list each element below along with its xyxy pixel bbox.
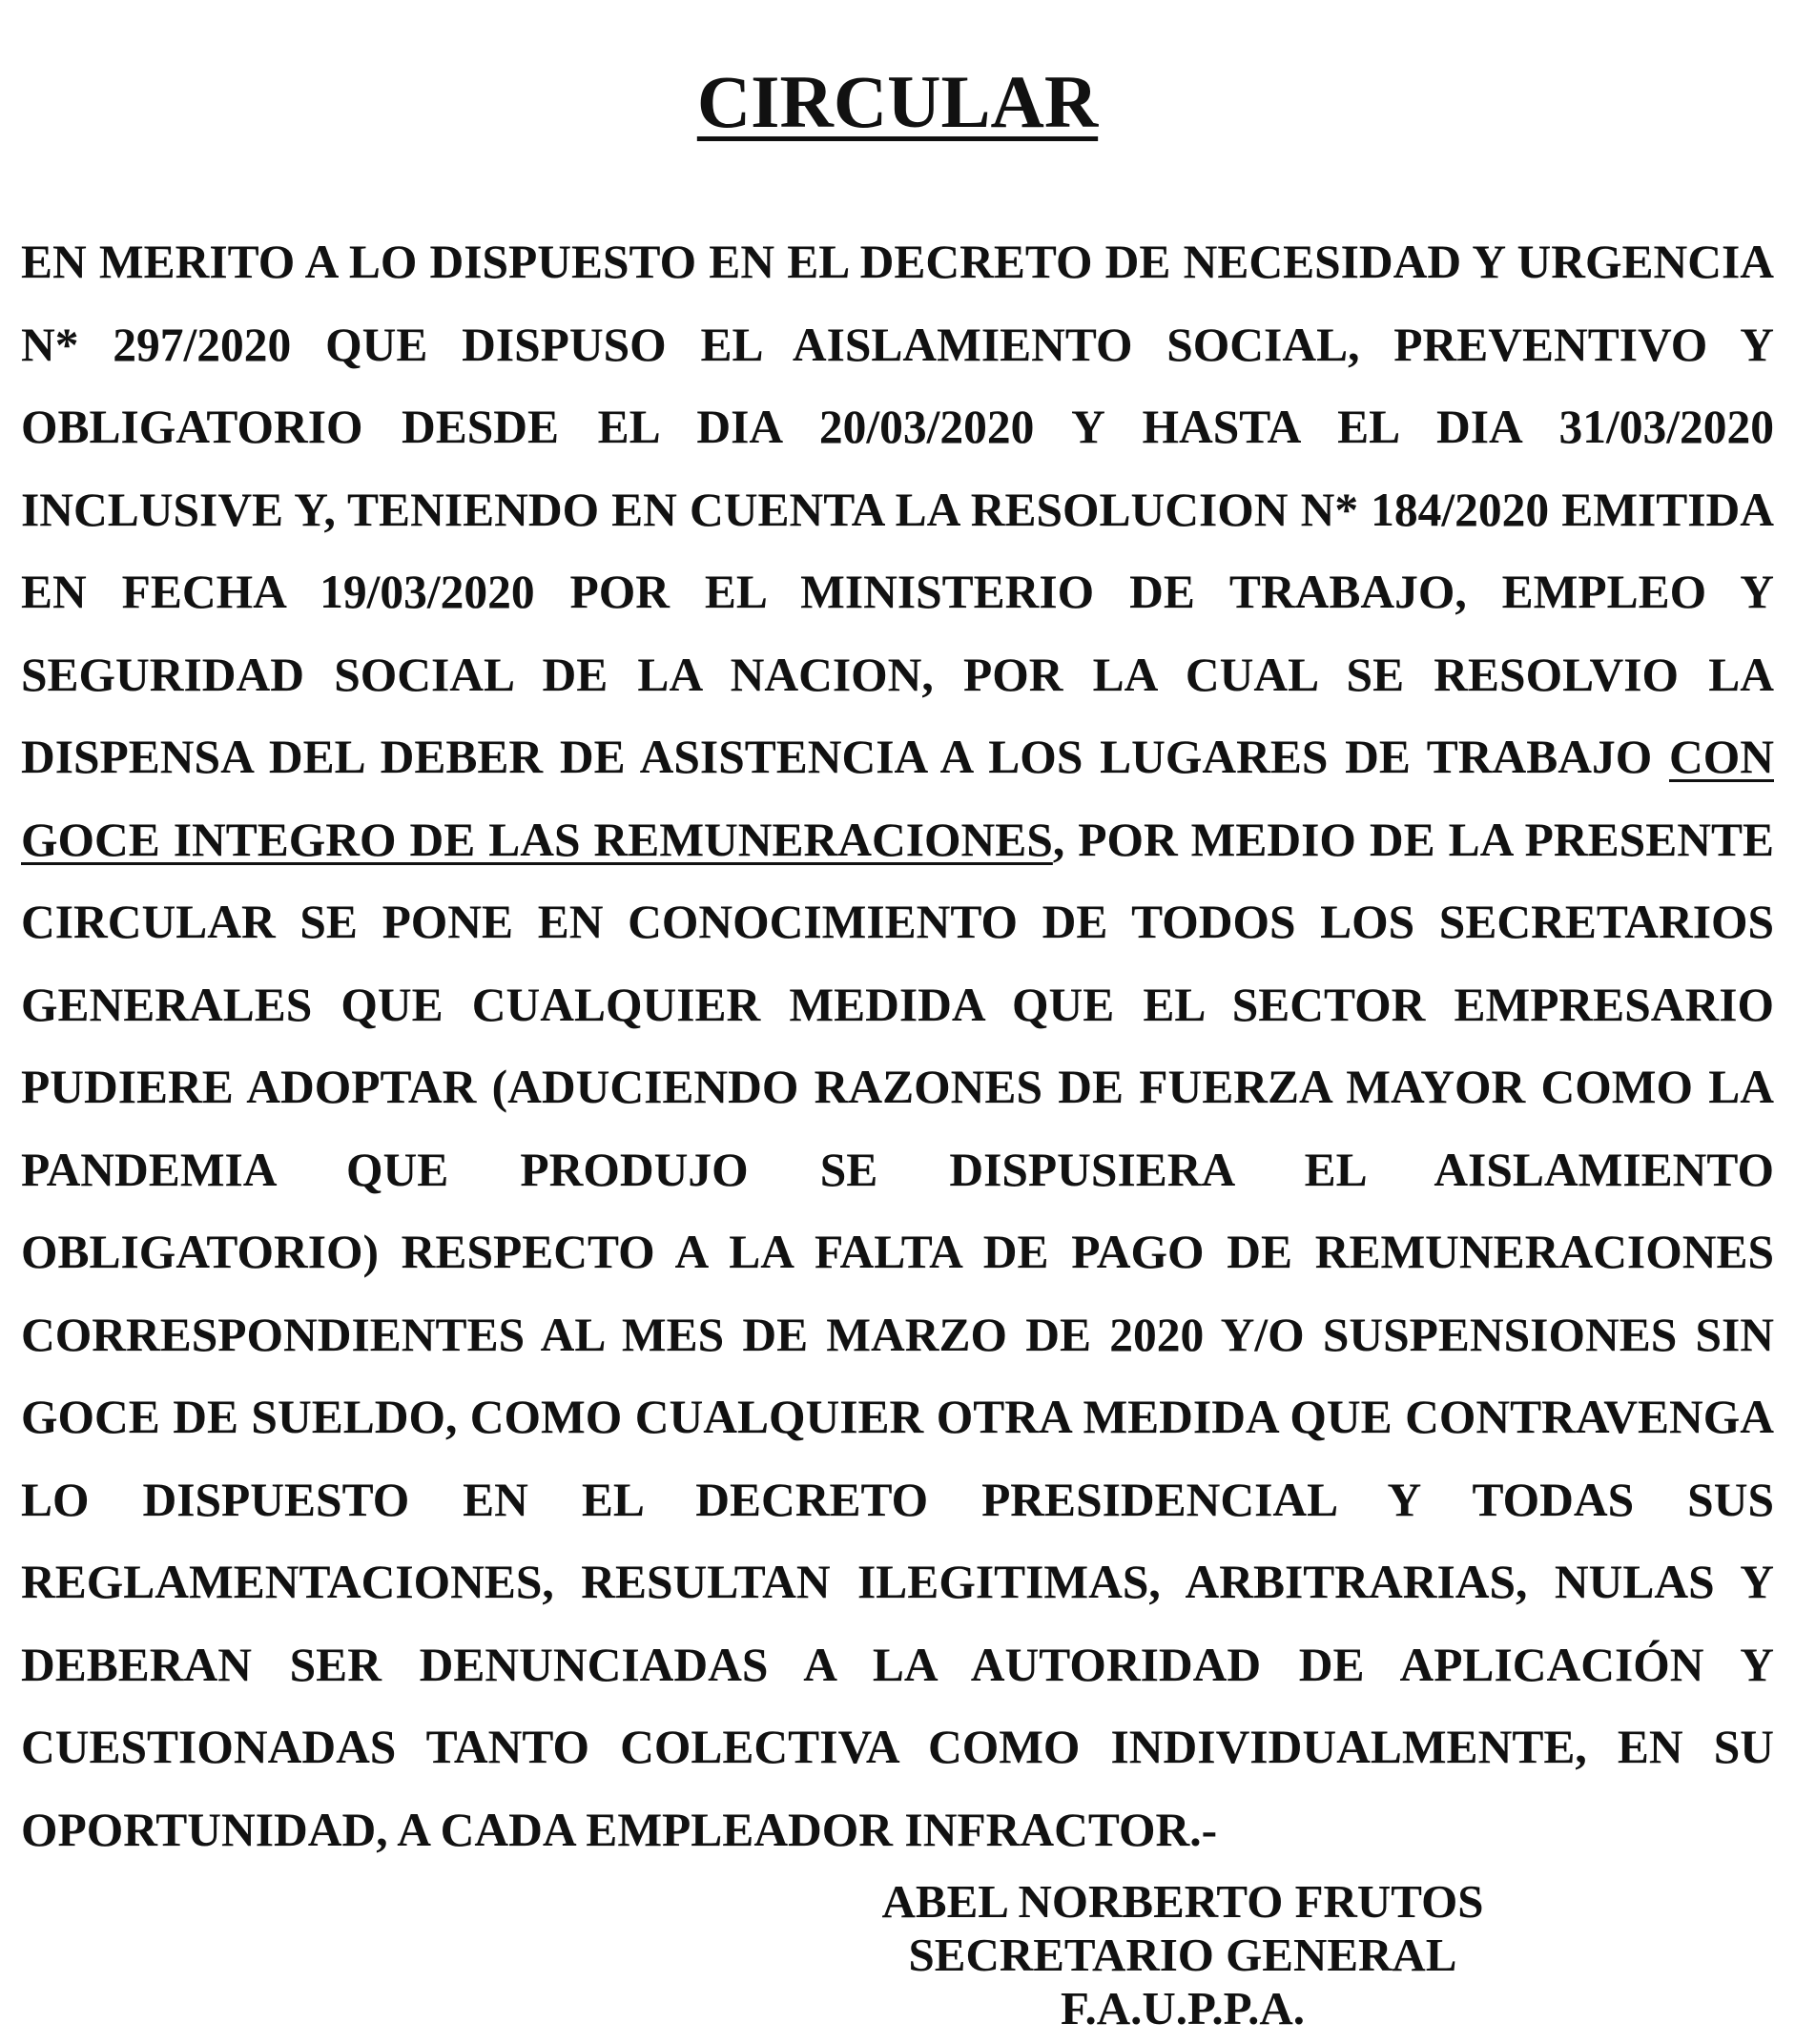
body-line-20: OPORTUNIDAD, A CADA EMPLEADOR INFRACTOR.- bbox=[21, 1803, 1218, 1856]
body-line-2: N* 297/2020 QUE DISPUSO EL AISLAMIENTO SOCIAL, PREVENTIVO Y bbox=[21, 318, 1774, 371]
body-line-6: SEGURIDAD SOCIAL DE LA NACION, POR LA CUAL SE RESOLVIO LA bbox=[21, 648, 1774, 701]
body-line-8 bbox=[21, 799, 1774, 882]
body-line-3: OBLIGATORIO DESDE EL DIA 20/03/2020 Y HASTA EL DIA 31/03/2020 bbox=[21, 401, 1774, 453]
signature-block bbox=[820, 1875, 1545, 2035]
body-line-13: OBLIGATORIO) RESPECTO A LA FALTA DE PAGO DE REMUNERACIONES bbox=[21, 1226, 1774, 1278]
underlined-phrase-end: GOCE INTEGRO DE LAS REMUNERACIONES bbox=[21, 813, 1053, 866]
body-line-17: REGLAMENTACIONES, RESULTAN ILEGITIMAS, ARBITRARIAS, NULAS Y bbox=[21, 1556, 1774, 1608]
body-line-7 bbox=[21, 716, 1774, 799]
body-line-19: CUESTIONADAS TANTO COLECTIVA COMO INDIVIDUALMENTE, EN SU bbox=[21, 1721, 1774, 1773]
body-line-1: EN MERITO A LO DISPUESTO EN EL DECRETO DE NECESIDAD Y URGENCIA bbox=[21, 236, 1774, 288]
title-text: CIRCULAR bbox=[696, 60, 1099, 143]
body-line-14: CORRESPONDIENTES AL MES DE MARZO DE 2020 Y/O SUSPENSIONES SIN bbox=[21, 1308, 1774, 1361]
body-line-7-text: DISPENSA DEL DEBER DE ASISTENCIA A LOS LUGARES DE TRABAJO bbox=[21, 731, 1669, 783]
body-line-15: GOCE DE SUELDO, COMO CUALQUIER OTRA MEDIDA QUE CONTRAVENGA bbox=[21, 1391, 1774, 1443]
signature-name: ABEL NORBERTO FRUTOS bbox=[881, 1875, 1484, 1928]
body-line-11: PUDIERE ADOPTAR (ADUCIENDO RAZONES DE FUERZA MAYOR COMO LA bbox=[21, 1061, 1774, 1113]
signature-position: SECRETARIO GENERAL bbox=[908, 1929, 1457, 1981]
circular-body bbox=[21, 221, 1774, 1871]
body-line-5: EN FECHA 19/03/2020 POR EL MINISTERIO DE TRABAJO, EMPLEO Y bbox=[21, 566, 1774, 618]
underlined-phrase-start: CON bbox=[1669, 731, 1774, 783]
signature-organization: F.A.U.P.P.A. bbox=[1061, 1982, 1305, 2034]
document-title bbox=[0, 59, 1795, 145]
body-line-18: DEBERAN SER DENUNCIADAS A LA AUTORIDAD DE APLICACIÓN Y bbox=[21, 1638, 1774, 1691]
body-line-16: LO DISPUESTO EN EL DECRETO PRESIDENCIAL Y TODAS SUS bbox=[21, 1473, 1774, 1526]
body-line-8-text: , POR MEDIO DE LA PRESENTE bbox=[1052, 813, 1774, 866]
body-line-12: PANDEMIA QUE PRODUJO SE DISPUSIERA EL AISLAMIENTO bbox=[21, 1143, 1774, 1196]
body-line-10: GENERALES QUE CUALQUIER MEDIDA QUE EL SECTOR EMPRESARIO bbox=[21, 978, 1774, 1031]
body-line-9: CIRCULAR SE PONE EN CONOCIMIENTO DE TODOS LOS SECRETARIOS bbox=[21, 896, 1774, 948]
body-line-4: INCLUSIVE Y, TENIENDO EN CUENTA LA RESOLUCION N* 184/2020 EMITIDA bbox=[21, 483, 1774, 536]
